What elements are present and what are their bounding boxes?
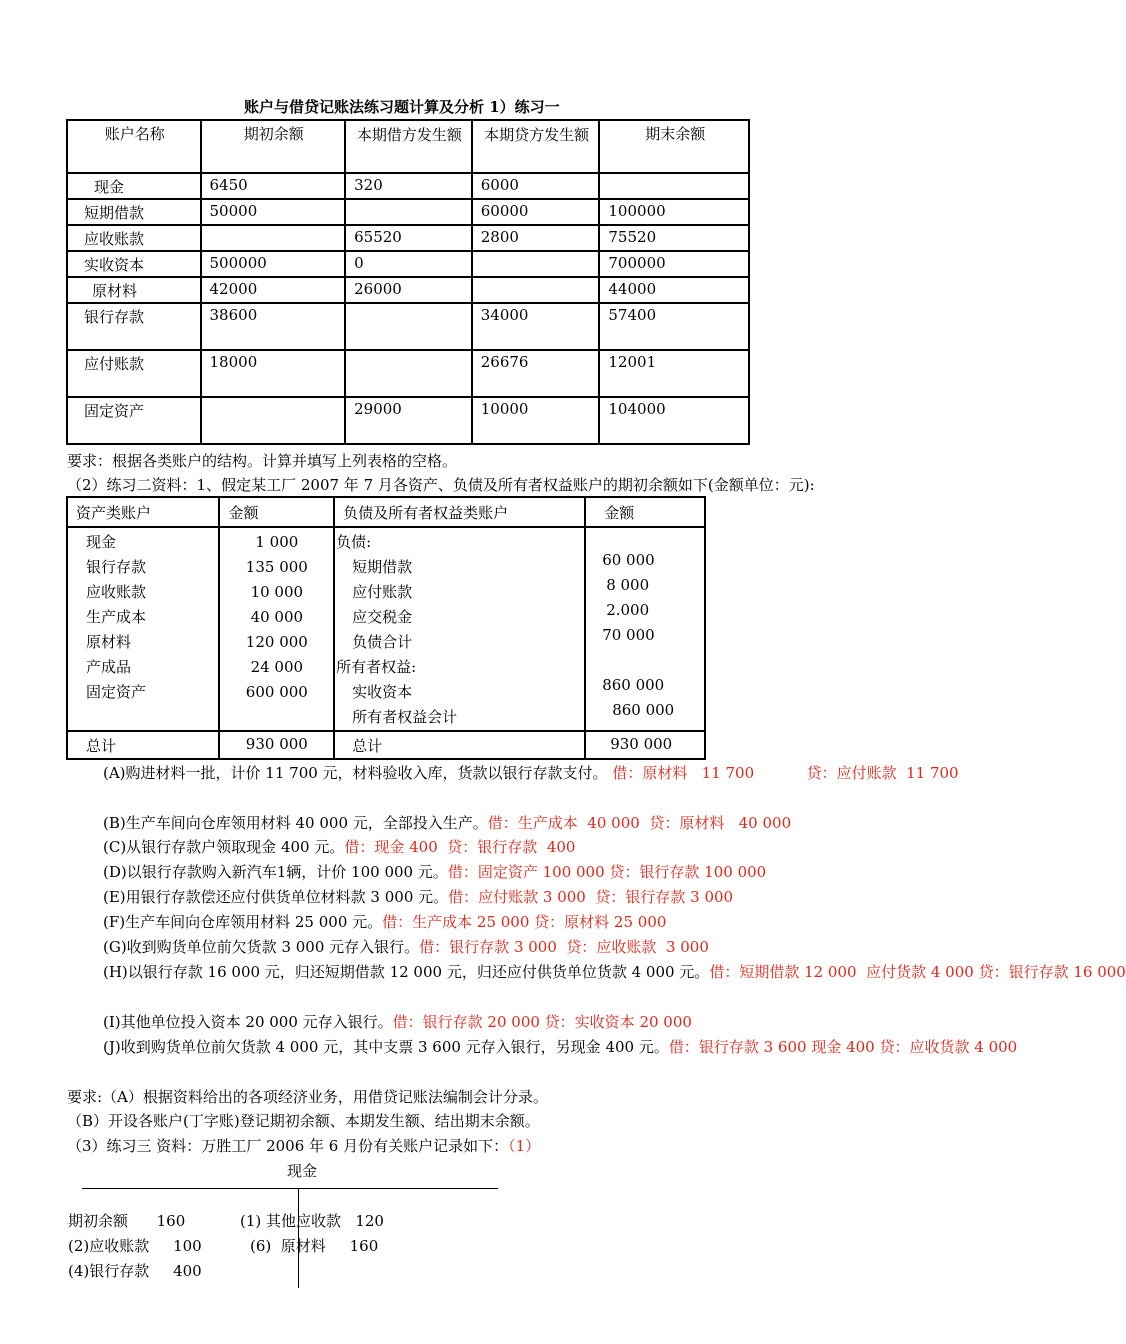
requirement-a: 要求:（A）根据资料给出的各项经济业务，用借贷记账法编制会计分录。 bbox=[67, 1088, 548, 1106]
t-debit-entry: (4)银行存款 400 bbox=[68, 1262, 202, 1280]
table-cell: 38600 bbox=[201, 303, 346, 350]
item-answer: 借：银行存款 20 000 贷：实收资本 20 000 bbox=[392, 1013, 692, 1031]
asset-name: 现金 bbox=[86, 533, 117, 551]
liability-name: 短期借款 bbox=[352, 558, 413, 576]
header-cell: 账户名称 bbox=[67, 120, 201, 173]
item-e bbox=[103, 886, 733, 907]
table-cell bbox=[201, 225, 346, 251]
item-h bbox=[103, 961, 1126, 982]
t-debit-entry: 期初余额 160 bbox=[68, 1212, 186, 1230]
item-question: (B)生产车间向仓库领用材料 40 000 元，全部投入生产。 bbox=[103, 814, 488, 832]
asset-amount: 10 000 bbox=[250, 583, 304, 601]
item-answer: 借：原材料 11 700 贷：应付账款 11 700 bbox=[612, 764, 959, 782]
header-cell: 期末余额 bbox=[599, 120, 749, 173]
table-cell bbox=[345, 303, 472, 350]
asset-amount: 135 000 bbox=[245, 558, 308, 576]
table-cell: 0 bbox=[345, 251, 472, 277]
table-cell bbox=[472, 251, 600, 277]
table-cell bbox=[345, 199, 472, 225]
ex3-intro-text: （3）练习三 资料：万胜工厂 2006 年 6 月份有关账户记录如下： bbox=[67, 1137, 509, 1155]
item-answer: 借：银行存款 3 000 贷：应收账款 3 000 bbox=[419, 938, 709, 956]
header-cell: 金额 bbox=[219, 497, 334, 527]
item-answer: 借：短期借款 12 000 应付货款 4 000 贷：银行存款 16 000 bbox=[709, 963, 1126, 981]
item-g bbox=[103, 936, 709, 957]
table-cell: 应付账款 bbox=[67, 350, 201, 397]
table-cell: 银行存款 bbox=[67, 303, 201, 350]
table-cell: 6000 bbox=[472, 173, 600, 199]
item-d bbox=[103, 861, 766, 882]
item-answer: 借：生产成本 25 000 贷：原材料 25 000 bbox=[382, 913, 667, 931]
t-credit-entry: (1) 其他应收款 120 bbox=[240, 1212, 384, 1230]
table-cell: 34000 bbox=[472, 303, 600, 350]
table-row bbox=[67, 225, 749, 251]
asset-name: 银行存款 bbox=[86, 558, 147, 576]
item-f bbox=[103, 911, 666, 932]
table-cell: 应收账款 bbox=[67, 225, 201, 251]
item-answer: 借：生产成本 40 000 贷：原材料 40 000 bbox=[487, 814, 792, 832]
table-cell: 短期借款 bbox=[67, 199, 201, 225]
table-cell: 44000 bbox=[599, 277, 749, 303]
item-answer: 借：固定资产 100 000 贷：银行存款 100 000 bbox=[447, 863, 767, 881]
table-cell: 320 bbox=[345, 173, 472, 199]
liability-amount: 60 000 bbox=[602, 551, 655, 569]
t-credit-entry: (6) 原材料 160 bbox=[250, 1237, 379, 1255]
table-cell: 实收资本 bbox=[67, 251, 201, 277]
table-cell: 50000 bbox=[201, 199, 346, 225]
t-debit-entry: (2)应收账款 100 bbox=[68, 1237, 202, 1255]
table-cell: 42000 bbox=[201, 277, 346, 303]
table-row bbox=[67, 277, 749, 303]
table-header-row bbox=[67, 120, 749, 173]
liability-amount bbox=[602, 648, 696, 673]
item-question: (E)用银行存款偿还应付供货单位材料款 3 000 元。 bbox=[103, 888, 449, 906]
table-cell bbox=[599, 173, 749, 199]
t-account-title: 现金 bbox=[287, 1162, 318, 1180]
liability-amount: 8 000 bbox=[606, 576, 650, 594]
liability-group-label: 负债: bbox=[336, 533, 372, 551]
header-cell: 本期贷方发生额 bbox=[472, 120, 600, 173]
header-cell: 负债及所有者权益类账户 bbox=[334, 497, 585, 527]
item-answer: 借：现金 400 贷：银行存款 400 bbox=[344, 838, 576, 856]
item-question: (C)从银行存款户领取现金 400 元。 bbox=[103, 838, 345, 856]
ex3-intro bbox=[67, 1135, 540, 1156]
t-account-horizontal-line bbox=[82, 1188, 498, 1189]
table-row bbox=[67, 527, 705, 731]
total-asset: 930 000 bbox=[219, 731, 334, 759]
table-cell: 60000 bbox=[472, 199, 600, 225]
table-cell: 12001 bbox=[599, 350, 749, 397]
asset-amount: 1 000 bbox=[255, 533, 299, 551]
page-title: 账户与借贷记账法练习题计算及分析 1）练习一 bbox=[244, 98, 560, 116]
table-row bbox=[67, 350, 749, 397]
header-cell: 金额 bbox=[585, 497, 705, 527]
equity-amount: 860 000 bbox=[612, 701, 675, 719]
table-cell: 26676 bbox=[472, 350, 600, 397]
table-row bbox=[67, 303, 749, 350]
equity-group-label: 所有者权益: bbox=[336, 658, 417, 676]
asset-name: 生产成本 bbox=[86, 608, 147, 626]
asset-name: 原材料 bbox=[86, 633, 132, 651]
liability-name: 应付账款 bbox=[352, 583, 413, 601]
liability-name: 负债合计 bbox=[352, 633, 413, 651]
item-question: (I)其他单位投入资本 20 000 元存入银行。 bbox=[103, 1013, 393, 1031]
exercise1-table bbox=[66, 119, 750, 445]
table-cell: 26000 bbox=[345, 277, 472, 303]
ex1-requirement: 要求：根据各类账户的结构。计算并填写上列表格的空格。 bbox=[67, 452, 458, 470]
asset-amount: 120 000 bbox=[245, 633, 308, 651]
item-question: (D)以银行存款购入新汽车1辆，计价 100 000 元。 bbox=[103, 863, 448, 881]
table-cell: 65520 bbox=[345, 225, 472, 251]
ex3-intro-number: （1） bbox=[508, 1137, 541, 1155]
asset-amounts-cell bbox=[219, 527, 334, 731]
table-cell: 29000 bbox=[345, 397, 472, 444]
asset-name: 固定资产 bbox=[86, 683, 147, 701]
equity-name: 所有者权益会计 bbox=[352, 708, 458, 726]
item-a bbox=[103, 762, 959, 783]
table-total-row bbox=[67, 731, 705, 759]
item-c bbox=[103, 836, 575, 857]
table-cell: 2800 bbox=[472, 225, 600, 251]
item-j bbox=[103, 1036, 1017, 1057]
item-question: (H)以银行存款 16 000 元，归还短期借款 12 000 元，归还应付供货单位货款 4 000 元。 bbox=[103, 963, 710, 981]
asset-amount: 600 000 bbox=[245, 683, 308, 701]
total-label: 总计 bbox=[334, 731, 585, 759]
table-cell: 固定资产 bbox=[67, 397, 201, 444]
asset-name: 产成品 bbox=[86, 658, 132, 676]
table-row bbox=[67, 397, 749, 444]
header-cell: 本期借方发生额 bbox=[345, 120, 472, 173]
item-answer: 借：银行存款 3 600 现金 400 贷：应收货款 4 000 bbox=[668, 1038, 1018, 1056]
table-row bbox=[67, 199, 749, 225]
equity-amount: 860 000 bbox=[602, 676, 665, 694]
asset-amount: 40 000 bbox=[250, 608, 304, 626]
item-question: (J)收到购货单位前欠货款 4 000 元，其中支票 3 600 元存入银行，另现金 400 元。 bbox=[103, 1038, 669, 1056]
table-cell: 现金 bbox=[67, 173, 201, 199]
asset-amount: 24 000 bbox=[250, 658, 304, 676]
table-header-row bbox=[67, 497, 705, 527]
item-answer: 借：应付账款 3 000 贷：银行存款 3 000 bbox=[448, 888, 734, 906]
table-cell bbox=[201, 397, 346, 444]
exercise2-table bbox=[66, 496, 706, 760]
item-i bbox=[103, 1011, 692, 1032]
table-cell bbox=[345, 350, 472, 397]
liability-amount: 70 000 bbox=[602, 626, 655, 644]
total-label: 总计 bbox=[67, 731, 219, 759]
item-question: (F)生产车间向仓库领用材料 25 000 元。 bbox=[103, 913, 383, 931]
asset-name: 应收账款 bbox=[86, 583, 147, 601]
table-cell: 57400 bbox=[599, 303, 749, 350]
table-cell: 500000 bbox=[201, 251, 346, 277]
item-question: (G)收到购货单位前欠货款 3 000 元存入银行。 bbox=[103, 938, 420, 956]
liability-name: 应交税金 bbox=[352, 608, 413, 626]
table-row bbox=[67, 251, 749, 277]
header-cell: 资产类账户 bbox=[67, 497, 219, 527]
table-cell: 700000 bbox=[599, 251, 749, 277]
equity-name: 实收资本 bbox=[352, 683, 413, 701]
table-cell: 100000 bbox=[599, 199, 749, 225]
table-cell: 104000 bbox=[599, 397, 749, 444]
liability-names-cell bbox=[334, 527, 585, 731]
header-cell: 期初余额 bbox=[201, 120, 346, 173]
asset-names-cell bbox=[67, 527, 219, 731]
liability-amount: 2.000 bbox=[606, 601, 650, 619]
table-row bbox=[67, 173, 749, 199]
table-cell: 18000 bbox=[201, 350, 346, 397]
requirement-b: （B）开设各账户(丁字账)登记期初余额、本期发生额、结出期末余额。 bbox=[67, 1112, 540, 1130]
item-b bbox=[103, 812, 791, 833]
ex2-intro: （2）练习二资料：1、假定某工厂 2007 年 7 月各资产、负债及所有者权益账户的期初余额如下(金额单位：元): bbox=[67, 476, 815, 494]
table-cell: 75520 bbox=[599, 225, 749, 251]
table-cell: 6450 bbox=[201, 173, 346, 199]
liability-amounts-cell bbox=[585, 527, 705, 731]
table-cell bbox=[472, 277, 600, 303]
table-cell: 原材料 bbox=[67, 277, 201, 303]
item-question: (A)购进材料一批，计价 11 700 元，材料验收入库，货款以银行存款支付。 bbox=[103, 764, 608, 782]
table-cell: 10000 bbox=[472, 397, 600, 444]
total-liab: 930 000 bbox=[585, 731, 705, 759]
